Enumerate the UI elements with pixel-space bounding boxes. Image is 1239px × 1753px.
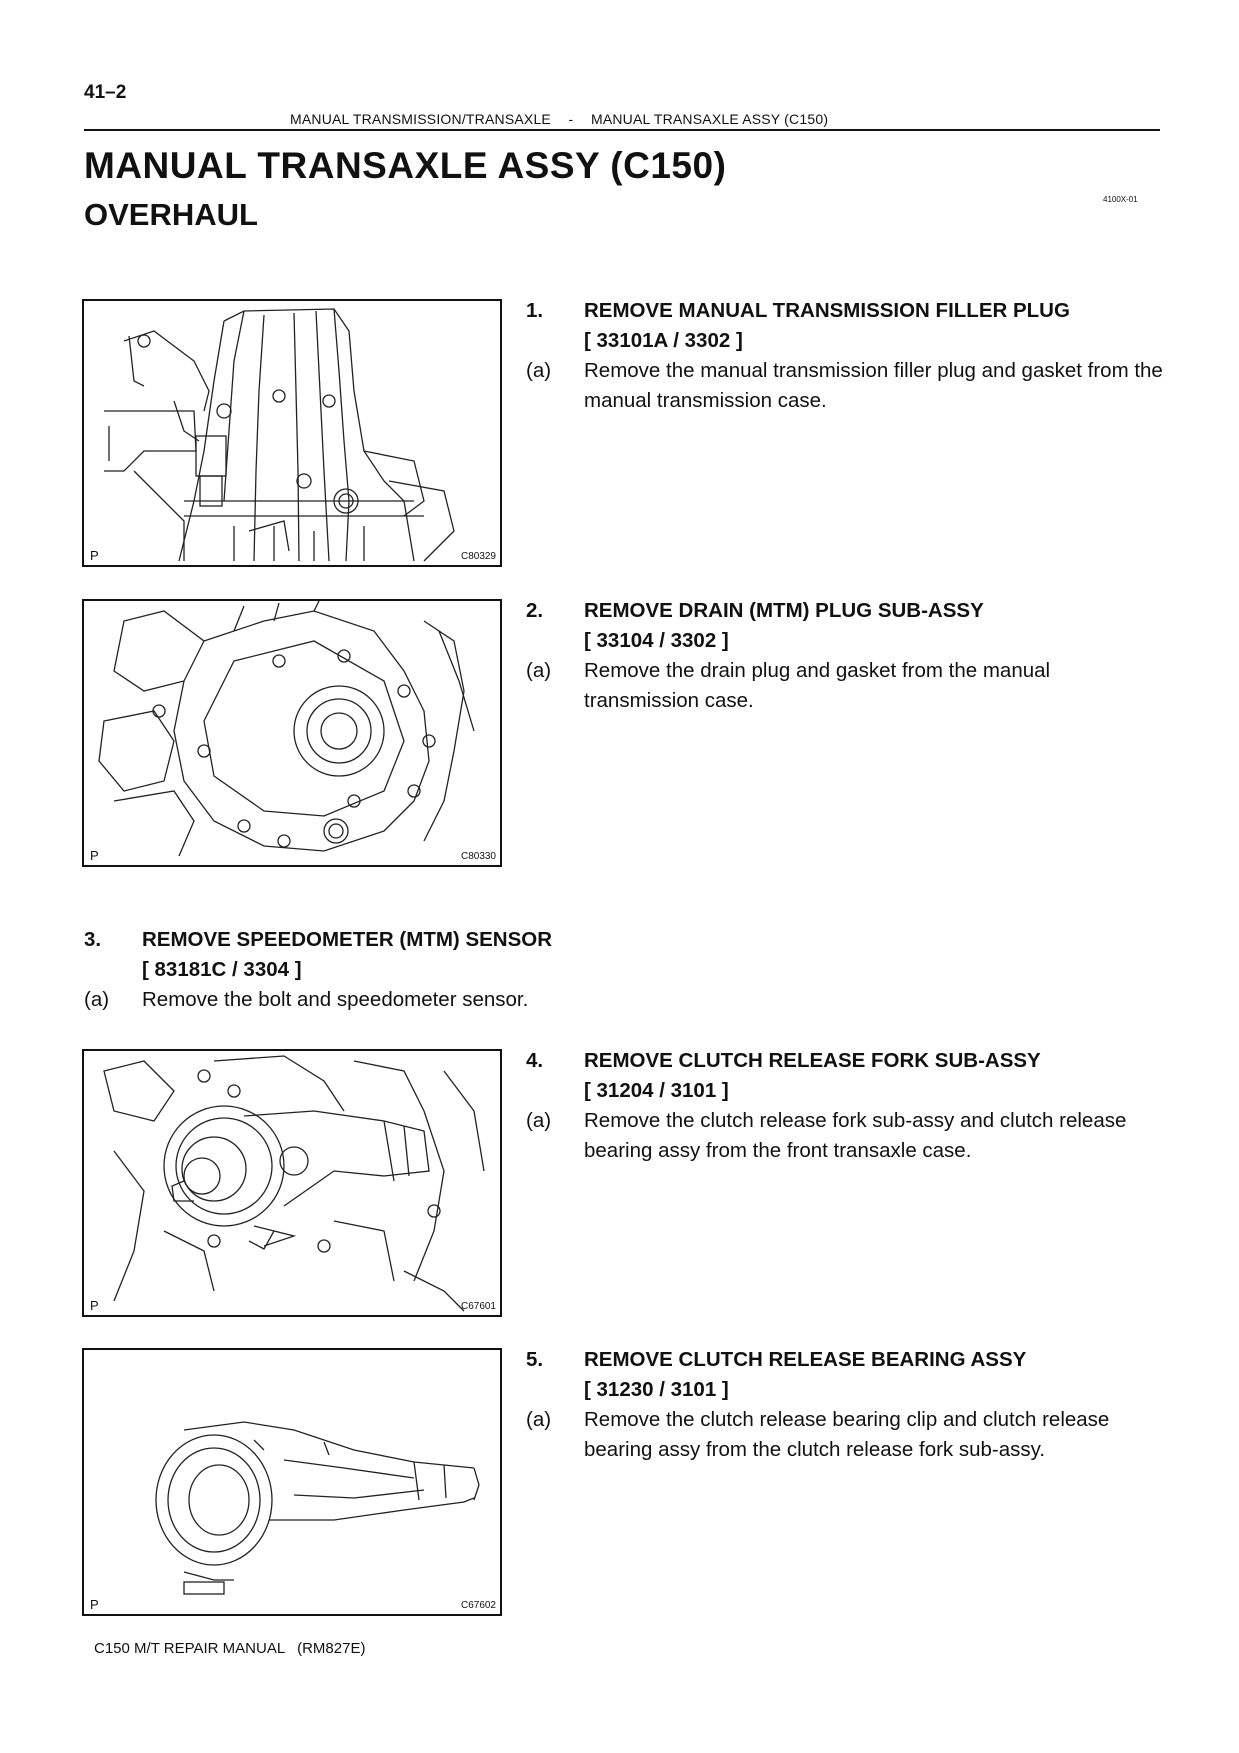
figure-id: C67601 [460, 1301, 496, 1312]
substep-label: (a) [526, 659, 552, 682]
figure-id: C80330 [460, 851, 496, 862]
figure-drain-plug [82, 599, 502, 867]
step-heading: REMOVE CLUTCH RELEASE BEARING ASSY [584, 1348, 1027, 1371]
step-2 [526, 596, 1166, 716]
page-footer: C150 M/T REPAIR MANUAL (RM827E) [94, 1640, 366, 1657]
figure-clutch-release-bearing [82, 1348, 502, 1616]
figure-label-p: P [90, 848, 99, 863]
document-code: 4100X-01 [1103, 195, 1138, 204]
step-number: 1. [526, 299, 544, 322]
step-heading: REMOVE SPEEDOMETER (MTM) SENSOR [142, 928, 553, 951]
drain-plug-illustration [84, 601, 500, 865]
step-reference: [ 83181C / 3304 ] [142, 958, 302, 981]
running-header-separator: - [568, 111, 574, 127]
substep-text: Remove the clutch release fork sub-assy and clutch release bearing assy from the front transaxle case. [584, 1109, 1127, 1162]
page-number: 41–2 [84, 82, 127, 103]
running-header [290, 111, 828, 127]
filler-plug-illustration [84, 301, 500, 565]
page-title: MANUAL TRANSAXLE ASSY (C150) [84, 145, 727, 186]
figure-label-p: P [90, 1597, 99, 1612]
substep-label: (a) [526, 1408, 552, 1431]
step-number: 3. [84, 928, 102, 951]
step-reference: [ 31230 / 3101 ] [584, 1378, 729, 1401]
step-3 [84, 925, 724, 1025]
substep-text: Remove the drain plug and gasket from the manual transmission case. [584, 659, 1051, 712]
step-heading: REMOVE DRAIN (MTM) PLUG SUB-ASSY [584, 599, 984, 622]
figure-label-p: P [90, 1298, 99, 1313]
substep-label: (a) [84, 988, 110, 1011]
substep-text: Remove the clutch release bearing clip and clutch release bearing assy from the clutch release fork sub-assy. [584, 1408, 1110, 1461]
substep-text: Remove the manual transmission filler plug and gasket from the manual transmission case. [584, 359, 1163, 412]
page-subtitle: OVERHAUL [84, 197, 258, 232]
running-header-subsection: MANUAL TRANSAXLE ASSY (C150) [590, 111, 829, 127]
step-number: 5. [526, 1348, 544, 1371]
step-1 [526, 296, 1166, 416]
figure-filler-plug [82, 299, 502, 567]
figure-clutch-release-fork [82, 1049, 502, 1317]
step-heading: REMOVE CLUTCH RELEASE FORK SUB-ASSY [584, 1049, 1041, 1072]
step-number: 4. [526, 1049, 544, 1072]
figure-id: C80329 [460, 551, 496, 562]
figure-id: C67602 [460, 1600, 496, 1611]
clutch-release-fork-illustration [84, 1051, 500, 1315]
substep-label: (a) [526, 1109, 552, 1132]
step-heading: REMOVE MANUAL TRANSMISSION FILLER PLUG [584, 299, 1070, 322]
header-rule [84, 129, 1160, 131]
figure-label-p: P [90, 548, 99, 563]
substep-label: (a) [526, 359, 552, 382]
step-5 [526, 1345, 1166, 1465]
clutch-release-bearing-illustration [84, 1350, 500, 1614]
step-reference: [ 33101A / 3302 ] [584, 329, 743, 352]
step-4 [526, 1046, 1166, 1166]
running-header-section: MANUAL TRANSMISSION/TRANSAXLE [290, 111, 551, 127]
step-reference: [ 31204 / 3101 ] [584, 1079, 729, 1102]
step-number: 2. [526, 599, 544, 622]
substep-text: Remove the bolt and speedometer sensor. [142, 988, 529, 1011]
step-reference: [ 33104 / 3302 ] [584, 629, 729, 652]
